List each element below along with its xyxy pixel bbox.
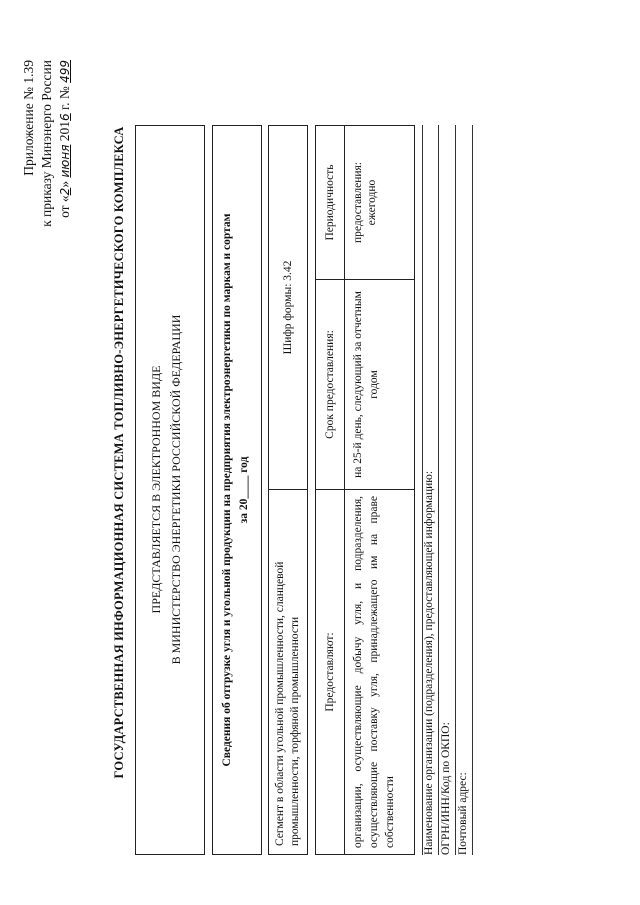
form-code: Шифр формы: 3.42 [282,260,294,355]
date-open-quote: от « [57,195,72,218]
table-col-deadline [316,279,414,489]
present-line2: В МИНИСТЕРСТВО ЭНЕРГЕТИКИ РОССИЙСКОЙ ФЕДЕРАЦИИ [169,314,183,665]
appendix-number: Приложение № 1.39 [21,60,36,176]
org-address-label: Почтовый адрес: [457,772,469,855]
table-header-submitters: Предоставляют: [316,490,345,854]
table-col-periodicity [316,126,414,279]
order-number: 499 [58,60,72,83]
submission-table [315,125,415,855]
appendix-order: к приказу Минэнерго России [39,60,54,227]
date-year-suffix: 6 [58,113,72,121]
divider-3 [472,125,473,855]
appendix-date [56,60,74,227]
page-title: ГОСУДАРСТВЕННАЯ ИНФОРМАЦИОННАЯ СИСТЕМА ТОПЛИВНО-ЭНЕРГЕТИЧЕСКОГО КОМПЛЕКСА [112,126,126,779]
info-period: за 20____ год [238,456,250,524]
date-day: 2 [58,187,72,196]
divider-1 [438,125,439,855]
present-line1: ПРЕДСТАВЛЯЕТСЯ В ЭЛЕКТРОННОМ ВИДЕ [149,365,163,614]
org-name-label: Наименование организации (подразделения), предоставляющей информацию: [423,470,435,855]
org-ogrn-label: ОГРН/ИНН/Код по ОКПО: [440,722,452,855]
table-cell-submitters: организации, осуществляющие добычу угля, и подразделения, осуществляющие поставку угля, принадлежащего им на праве собственности [352,496,396,848]
date-year-prefix: 201 [57,120,72,142]
table-col-submitters [316,489,414,854]
present-box [135,125,205,855]
table-header-deadline: Срок предоставления: [316,280,345,489]
info-title: Сведения об отгрузке угля и угольной продукции на предприятия электроэнергетики по маркам и сортам [221,213,233,767]
appendix-header [20,60,74,227]
table-cell-periodicity: ежегодно [366,179,378,226]
date-month: июня [58,144,72,178]
table-cell-deadline: на 25-й день, следующий за отчетным годом [352,291,380,478]
divider-2 [455,125,456,855]
order-no-label: г. № [57,86,72,110]
segment-text: Сегмент в области угольной промышленности, сланцевой промышленности, торфяной промышленности [269,489,307,854]
date-close-quote: » [57,180,72,188]
table-header-periodicity: Периодичность предоставления: [316,126,345,279]
segment-box [268,125,308,855]
info-box [212,125,262,855]
